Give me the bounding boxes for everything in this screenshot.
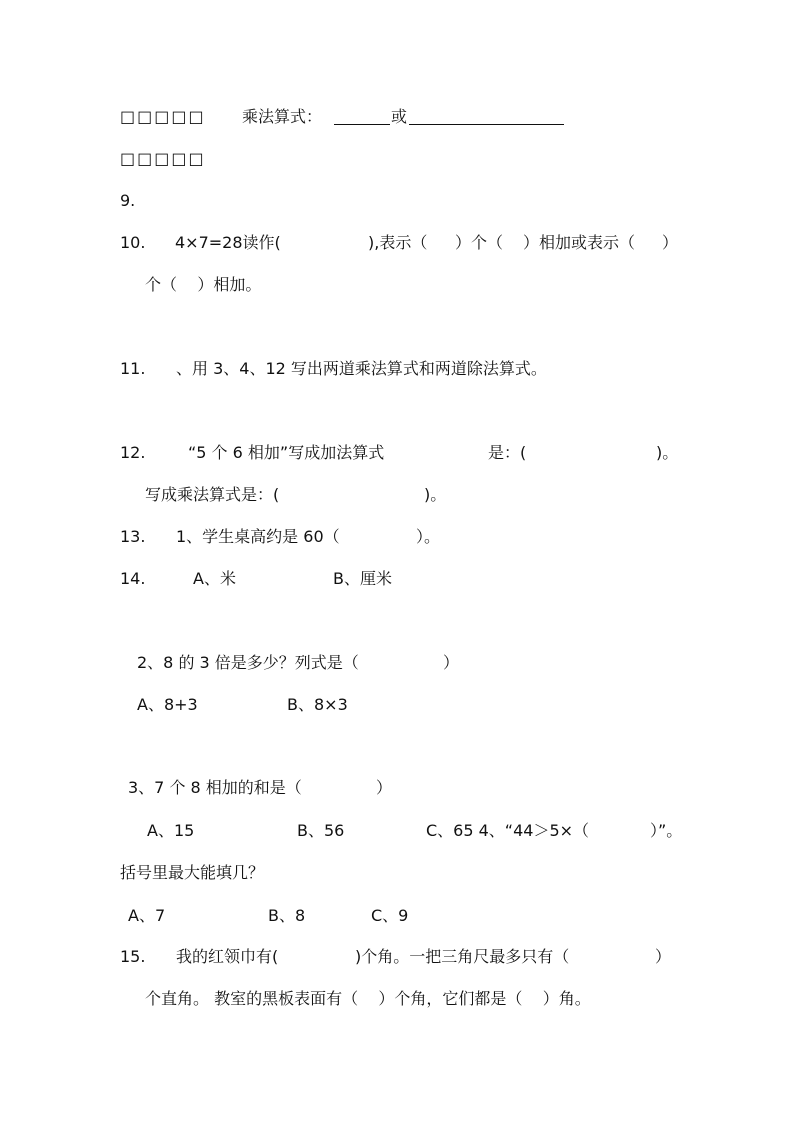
q10-part-e: ） [662, 233, 679, 252]
q12-line-2b: )。 [424, 485, 447, 504]
placeholder-boxes-1: □□□□□ [120, 107, 206, 126]
or-label: 或 [391, 107, 408, 126]
q15-part-b: )个角。一把三角尺最多只有（ [355, 947, 570, 966]
sub-3-option-c: C、65 4、“44＞5×（ [426, 821, 590, 840]
answer-blank-2[interactable] [409, 108, 564, 125]
question-number-15: 15. [120, 947, 146, 966]
q12-line-2a: 写成乘法算式是：( [145, 485, 280, 504]
question-number-14: 14. [120, 569, 146, 588]
sub-3-option-a: A、15 [147, 821, 195, 840]
q15-part-a: 我的红领巾有( [176, 947, 279, 966]
sub-4-option-c: C、9 [371, 906, 409, 925]
sub-question-3-end: ） [376, 778, 393, 797]
q10-part-d: ）相加或表示（ [523, 233, 636, 252]
sub-2-option-b: B、8×3 [287, 695, 348, 714]
q10-line-2: 个（ ）相加。 [145, 275, 262, 294]
answer-blank-1[interactable] [334, 108, 390, 125]
q10-part-c: ）个（ [455, 233, 504, 252]
question-number-11: 11. [120, 359, 146, 378]
question-number-13: 13. [120, 527, 146, 546]
sub-2-option-a: A、8+3 [137, 695, 198, 714]
sub-question-4: 括号里最大能填几？ [120, 863, 265, 882]
sub-4-option-a: A、7 [128, 906, 166, 925]
question-number-12: 12. [120, 443, 146, 462]
sub-3-option-b: B、56 [297, 821, 345, 840]
q11-text: 、用 3、4、12 写出两道乘法算式和两道除法算式。 [176, 359, 547, 378]
sub-question-2: 2、8 的 3 倍是多少？列式是（ [137, 653, 359, 672]
question-number-9: 9. [120, 191, 136, 210]
q14-option-b: B、厘米 [333, 569, 392, 588]
sub-3-option-c-end: ）”。 [650, 821, 683, 840]
sub-4-option-b: B、8 [268, 906, 306, 925]
q13-part-a: 1、学生桌高约是 60（ [176, 527, 340, 546]
q15-line-2: 个直角。 教室的黑板表面有（ ）个角，它们都是（ ）角。 [145, 989, 591, 1008]
q12-part-c: )。 [656, 443, 679, 462]
q15-part-c: ） [655, 947, 672, 966]
q14-option-a: A、米 [193, 569, 236, 588]
q12-part-b: 是：( [488, 443, 527, 462]
sub-question-3: 3、7 个 8 相加的和是（ [128, 778, 302, 797]
multiplication-label: 乘法算式： [242, 107, 323, 126]
sub-question-2-end: ） [443, 653, 460, 672]
q12-part-a: “5 个 6 相加”写成加法算式 [188, 443, 385, 462]
q10-part-a: 4×7=28读作( [175, 233, 281, 252]
question-number-10: 10. [120, 233, 146, 252]
placeholder-boxes-2: □□□□□ [120, 149, 206, 168]
q13-part-b: ）。 [416, 527, 441, 546]
q10-part-b: ),表示（ [368, 233, 428, 252]
